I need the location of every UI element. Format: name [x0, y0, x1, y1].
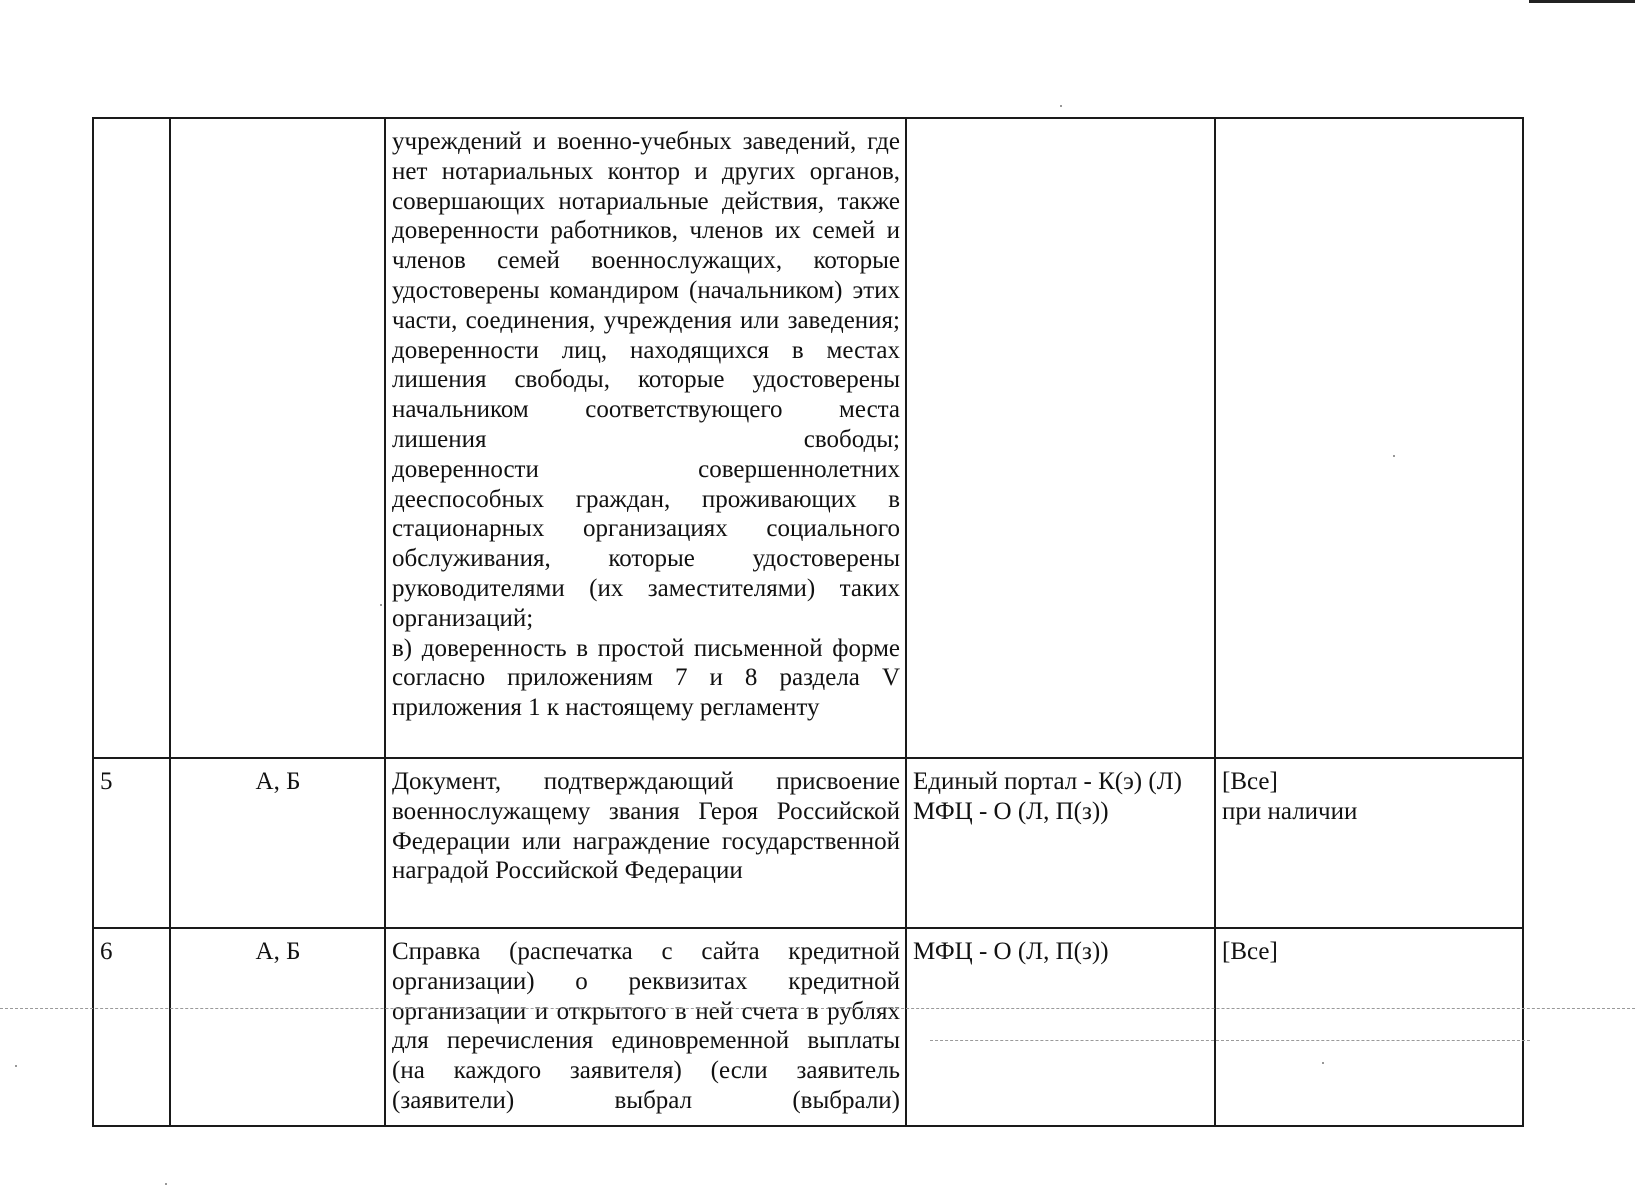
document-paragraph: в) доверенность в простой письменной форме согласно приложениям 7 и 8 раздела V приложения 1 к настоящему регламенту [392, 634, 900, 722]
submission-line: Единый портал - К(э) (Л) [913, 768, 1182, 795]
category-cell: А, Б [170, 928, 385, 1126]
document-table [92, 117, 1524, 1127]
document-paragraph: Документ, подтверждающий присвоение военнослужащему звания Героя Российской Федерации или награждение государственной наградой Российской Федерации [392, 768, 900, 885]
document-paragraph: доверенности лиц, находящихся в местах лишения свободы, которые удостоверены начальником соответствующего места лишения свободы; [392, 336, 900, 453]
document-paragraph: доверенности совершеннолетних дееспособных граждан, проживающих в стационарных организациях социального обслуживания, которые удостоверены руководителями (их заместителями) таких организаций; [392, 455, 900, 632]
submission-cell [906, 928, 1215, 1126]
scan-dust [1060, 105, 1062, 107]
table-row [93, 928, 1523, 1126]
document-paragraph: учреждений и военно-учебных заведений, где нет нотариальных контор и других органов, совершающих нотариальные действия, также доверенности работников, членов их семей и членов семей военнослужащих, которые удостоверены командиром (начальником) этих части, соединения, учреждения или заведения; [392, 128, 900, 334]
row-number-cell [93, 118, 170, 758]
document-cell [385, 928, 906, 1126]
scan-artifact-line [0, 1008, 1635, 1009]
note-line: при наличии [1222, 797, 1358, 825]
document-cell [385, 758, 906, 928]
document-paragraph: Справка (распечатка с сайта кредитной организации) о реквизитах кредитной организации и открытого в ней счета в рублях для перечисления единовременной выплаты (на каждого заявителя) (если заявитель (заявители) выбрал (выбрали) [392, 938, 900, 1114]
note-line: [Все] [1222, 938, 1278, 965]
submission-cell [906, 758, 1215, 928]
submission-line: МФЦ - О (Л, П(з)) [913, 797, 1109, 825]
document-cell [385, 118, 906, 758]
scan-dust [15, 1065, 17, 1067]
table-row [93, 758, 1523, 928]
row-number-cell: 5 [93, 758, 170, 928]
note-cell [1215, 928, 1523, 1126]
scan-edge-mark [1529, 0, 1635, 3]
scan-dust [1322, 1062, 1324, 1064]
scan-dust [380, 604, 382, 606]
category-cell: А, Б [170, 758, 385, 928]
scan-dust [1393, 455, 1395, 457]
note-cell [1215, 758, 1523, 928]
category-cell [170, 118, 385, 758]
note-cell [1215, 118, 1523, 758]
table-row [93, 118, 1523, 758]
submission-line: МФЦ - О (Л, П(з)) [913, 938, 1109, 965]
submission-cell [906, 118, 1215, 758]
note-line: [Все] [1222, 768, 1278, 795]
scan-artifact-line [930, 1040, 1530, 1041]
row-number-cell: 6 [93, 928, 170, 1126]
scan-dust [165, 1183, 167, 1185]
